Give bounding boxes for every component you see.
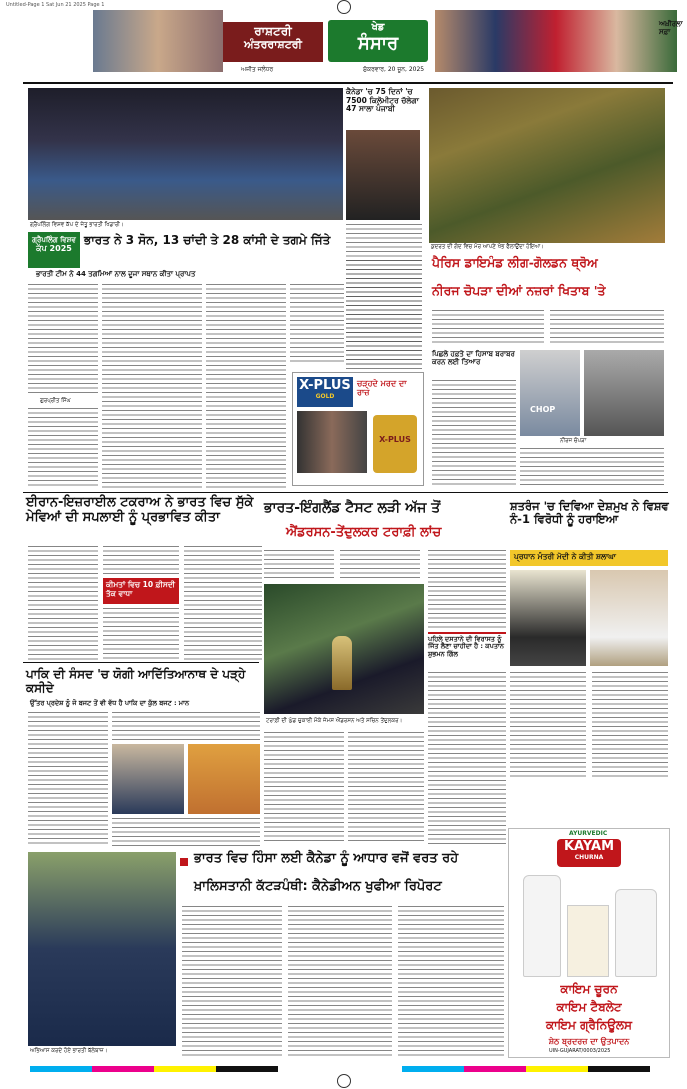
test-subhead: ਐਂਡਰਸਨ-ਤੇਂਦੁਲਕਰ ਟਰਾਫ਼ੀ ਲਾਂਚ <box>286 525 442 540</box>
editor-name: ਅਜੀਤ ਜਲੰਧਰ <box>241 66 274 73</box>
section-international-label: ਅੰਤਰਰਾਸ਼ਟਰੀ <box>244 37 302 51</box>
test-trophy <box>332 636 352 690</box>
ad-kayam-box <box>567 905 609 977</box>
neeraj-headline-2: ਨੀਰਜ ਚੋਪੜਾ ਦੀਆਂ ਨਜ਼ਰਾਂ ਖਿਤਾਬ 'ਤੇ <box>432 283 606 298</box>
neeraj-pullquote: ਪਿਛਲੇ ਹਫ਼ਤੇ ਦਾ ਹਿਸਾਬ ਬਰਾਬਰ ਕਰਨ ਲਈ ਤਿਆਰ <box>432 350 515 367</box>
pak-body-1 <box>28 712 108 846</box>
test-body-top-1 <box>264 550 334 580</box>
test-body-right <box>428 550 506 630</box>
masthead <box>23 10 683 84</box>
right-tag: ਅਖ਼ੀਰਲਾ ਸਫ਼ਾ <box>659 20 683 37</box>
ad-kayam-brand-sub: CHURNA <box>574 853 604 861</box>
chess-side-box <box>428 632 506 668</box>
section-box-sports <box>328 20 428 62</box>
wrestling-kicker-line1: ਗ੍ਰੈਪਲਿੰਗ ਵਿਸ਼ਵ <box>32 236 76 244</box>
wrestling-byline: ਗੁਰਪ੍ਰੀਤ ਸਿੰਘ <box>40 398 71 404</box>
cycling-headline: ਕੈਨੇਡਾ 'ਚ 75 ਦਿਨਾਂ 'ਚ 7500 ਕਿਲੋਮੀਟਰ ਚੱਲੇਗਾ 47 ਸਾਲਾ ਪੰਜਾਬੀ <box>346 87 419 114</box>
test-body-right-2 <box>428 672 506 844</box>
ad-kayam-bottle-2 <box>615 889 657 977</box>
divya-photo <box>510 570 586 666</box>
chess-body-1 <box>510 672 586 780</box>
dryfruit-body-2 <box>103 546 179 574</box>
masthead-photo-left <box>93 10 223 72</box>
cycling-photo <box>346 130 420 220</box>
ad-xplus-jar-label: X-PLUS <box>379 435 411 444</box>
wrestling-body-col2 <box>102 284 202 488</box>
neeraj-body-col3 <box>432 380 516 488</box>
ad-xplus-jar <box>373 415 417 473</box>
pak-subhead: ਉੱਤਰ ਪ੍ਰਦੇਸ਼ ਨੂੰ ਜੋ ਬਜਟ ਤੋਂ ਵੀ ਵੱਧ ਹੈ ਪਾਕਿ ਦਾ ਕੁੱਲ ਬਜਟ : ਮਾਨ <box>30 699 190 707</box>
ad-kayam-bottle-1 <box>523 875 561 977</box>
khalistan-bullet <box>180 858 188 866</box>
modi-photo <box>590 570 668 666</box>
wrestling-body-col1b <box>28 408 98 488</box>
ad-xplus-brand: X-PLUS <box>299 378 351 393</box>
pak-headline: ਪਾਕਿ ਦੀ ਸੰਸਦ 'ਚ ਯੋਗੀ ਆਦਿੱਤਿਆਨਾਥ ਦੇ ਪੜ੍ਹੇ ਕਸੀਦੇ <box>26 667 246 695</box>
cycling-body-2 <box>346 260 422 368</box>
chess-headline: ਸ਼ਤਰੰਜ 'ਚ ਦਿਵਿਆ ਦੇਸ਼ਮੁਖ ਨੇ ਵਿਸ਼ਵ ਨੰ-1 ਵਿਰੋਧੀ ਨੂੰ ਹਰਾਇਆ <box>510 499 669 527</box>
peacock-caption: ਕੁਦਰਤ ਦੀ ਗੋਦ ਵਿਚ ਮੋਰ ਆਪਣੇ ਖੰਭ ਫੈਲਾਉਂਦਾ ਹੋਇਆ। <box>431 244 544 250</box>
section-national-label: ਰਾਸ਼ਟਰੀ <box>254 24 292 38</box>
neeraj-body-col2 <box>550 310 664 346</box>
color-registration-bar <box>30 1066 650 1072</box>
ad-kayam-line2: ਕਾਇਮ ਟੈਬਲੇਟ <box>556 1000 622 1014</box>
wrestling-photo <box>28 88 343 220</box>
dryfruit-headline: ਈਰਾਨ-ਇਜ਼ਰਾਈਲ ਟਕਰਾਅ ਨੇ ਭਾਰਤ ਵਿਚ ਸੁੱਕੇ ਮੇਵਿਆਂ ਦੀ ਸਪਲਾਈ ਨੂੰ ਪ੍ਰਭਾਵਿਤ ਕੀਤਾ <box>26 495 254 525</box>
dryfruit-callout <box>103 578 179 604</box>
test-body-bot-2 <box>348 732 424 844</box>
section-sports-top: ਖੇਡ <box>371 22 385 33</box>
pak-photo-1 <box>112 744 184 814</box>
ad-xplus-brand-box <box>297 377 353 407</box>
chess-tag-text: ਪ੍ਰਧਾਨ ਮੰਤਰੀ ਮੋਦੀ ਨੇ ਕੀਤੀ ਸ਼ਲਾਘਾ <box>514 552 616 561</box>
khalistan-headline-1: ਭਾਰਤ ਵਿਚ ਹਿੰਸਾ ਲਈ ਕੈਨੇਡਾ ਨੂੰ ਆਧਾਰ ਵਜੋਂ ਵਰਤ ਰਹੇ <box>194 851 459 866</box>
wrestling-body-col4 <box>290 284 344 364</box>
wrestling-photo-caption: ਗ੍ਰੈਪਲਿੰਗ ਵਿਸ਼ਵ ਕੱਪ ਦੇ ਜੇਤੂ ਭਾਰਤੀ ਖਿਡਾਰੀ। <box>30 222 124 228</box>
masthead-photo-right <box>435 10 677 72</box>
ad-kayam <box>508 828 670 1058</box>
registration-mark-bottom <box>337 1074 351 1088</box>
ad-kayam-line4: ਸ਼ੇਠ ਬ੍ਰਦਰਜ਼ ਦਾ ਉਤਪਾਦਨ <box>548 1037 630 1046</box>
athlete-photo <box>584 350 664 436</box>
divider-mid <box>23 492 668 493</box>
khalistan-photo <box>28 852 176 1046</box>
section-sports-label: ਸੰਸਾਰ <box>357 32 399 54</box>
ad-kayam-logo <box>557 839 621 867</box>
ad-kayam-top: AYURVEDIC <box>569 830 608 837</box>
dryfruit-callout-text: ਕੀਮਤਾਂ ਵਿਚ 10 ਫ਼ੀਸਦੀ ਤੱਕ ਵਾਧਾ <box>106 580 176 598</box>
neeraj-headline-1: ਪੈਰਿਸ ਡਾਇਮੰਡ ਲੀਗ-ਗੋਲਡਨ ਥ੍ਰੋਅ <box>432 255 598 270</box>
khalistan-body-1 <box>182 906 282 1058</box>
neeraj-jersey-text: CHOP <box>530 405 556 414</box>
pak-photo-2 <box>188 744 260 814</box>
ad-xplus-brand-sub: GOLD <box>315 392 335 400</box>
khalistan-body-3 <box>398 906 504 1058</box>
test-headline: ਭਾਰਤ-ਇੰਗਲੈਂਡ ਟੈਸਟ ਲੜੀ ਅੱਜ ਤੋਂ <box>264 500 441 516</box>
peacock-photo <box>429 88 665 243</box>
masthead-date: ਸ਼ੁੱਕਰਵਾਰ, 20 ਜੂਨ, 2025 <box>363 66 425 73</box>
neeraj-photo <box>520 350 580 436</box>
ad-xplus <box>292 372 424 486</box>
wrestling-body-col3 <box>206 284 286 488</box>
dryfruit-body-3 <box>103 608 179 660</box>
neeraj-body-col1 <box>432 310 544 346</box>
neeraj-photo-caption: ਨੀਰਜ ਚੋਪੜਾ <box>560 438 587 444</box>
section-box-national <box>223 22 323 62</box>
ad-kayam-code: UIN-GUJARAT/0003/2025 <box>549 1048 611 1054</box>
test-body-top-2 <box>340 550 420 580</box>
wrestling-body-col1 <box>28 284 98 396</box>
chess-body-2 <box>592 672 668 780</box>
ad-xplus-people <box>297 411 367 473</box>
khalistan-headline-2: ਖ਼ਾਲਿਸਤਾਨੀ ਕੱਟੜਪੰਥੀ: ਕੈਨੇਡੀਅਨ ਖੁਫੀਆ ਰਿਪੋਰਟ <box>194 879 442 894</box>
khalistan-photo-caption: ਅਭਿਆਸ ਕਰਦੇ ਹੋਏ ਭਾਰਤੀ ਬੱਲੇਬਾਜ਼। <box>30 1048 108 1054</box>
wrestling-kicker <box>28 232 80 268</box>
chess-tag <box>510 550 668 566</box>
wrestling-headline: ਭਾਰਤ ਨੇ 3 ਸੋਨ, 13 ਚਾਂਦੀ ਤੇ 28 ਕਾਂਸੀ ਦੇ ਤਗਮੇ ਜਿੱਤੇ <box>84 233 331 247</box>
ad-xplus-slogan: ਚੜ੍ਹਦੇ ਮਰਦ ਦਾ ਰਾਜ਼ <box>357 379 407 398</box>
test-body-bot-1 <box>264 732 344 844</box>
dryfruit-body-1 <box>28 546 98 660</box>
test-photo-caption: ਟਰਾਫ਼ੀ ਦੀ ਘੁੰਡ ਚੁਕਾਈ ਮੌਕੇ ਜੇਮਸ ਐਂਡਰਸਨ ਅਤੇ ਸਚਿਨ ਤੇਂਦੁਲਕਰ। <box>266 718 403 724</box>
divider-pak <box>23 662 259 663</box>
neeraj-body-col4 <box>520 448 664 488</box>
ad-kayam-line3: ਕਾਇਮ ਗ੍ਰੈਨਿਊਲਸ <box>545 1018 633 1032</box>
dryfruit-body-4 <box>184 546 262 660</box>
print-slug: Untitled-Page 1 Sat Jun 21 2025 Page 1 <box>6 2 105 8</box>
pak-body-3 <box>112 818 260 846</box>
ad-kayam-line1: ਕਾਇਮ ਚੂਰਨ <box>560 982 618 996</box>
chess-side-box-text: ਪਹਿਲੇ ਦਸਤਾਨੇ ਦੀ ਵਿਰਾਸਤ ਨੂੰ ਜਿੱਤ ਲੈਣਾ ਚਾਹੀਦਾ ਹੈ : ਕਪਤਾਨ ਸ਼ੁਭਮਨ ਗਿੱਲ <box>428 635 504 658</box>
wrestling-subhead: ਭਾਰਤੀ ਟੀਮ ਨੇ 44 ਤਗਮਿਆਂ ਨਾਲ ਦੂਜਾ ਸਥਾਨ ਕੀਤਾ ਪ੍ਰਾਪਤ <box>36 270 196 278</box>
ad-kayam-brand: KAYAM <box>563 839 615 854</box>
khalistan-body-2 <box>288 906 392 1058</box>
wrestling-kicker-line2: ਕੱਪ 2025 <box>36 244 72 254</box>
pak-body-2 <box>112 712 260 740</box>
